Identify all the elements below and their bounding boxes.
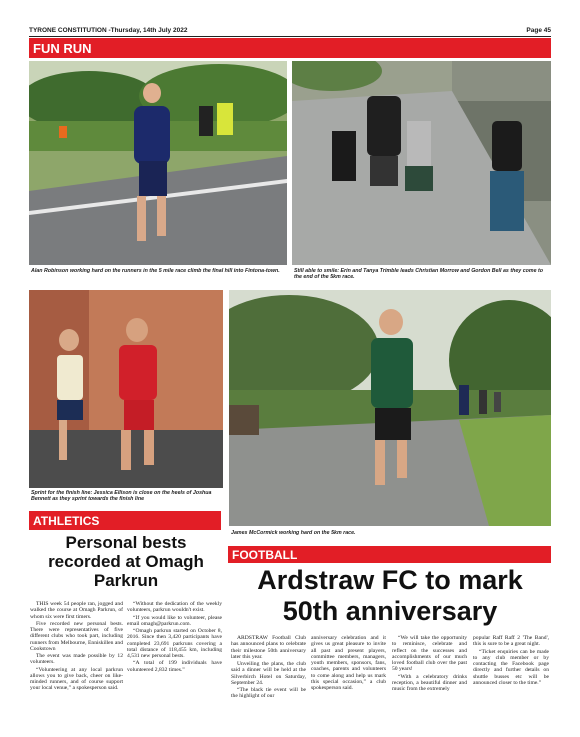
athletics-column-2 [127, 601, 222, 674]
athletics-paragraph: “If you would like to volunteer, please email omagh@parkrun.com. [127, 614, 222, 627]
football-paragraph: “We will take the opportunity to reminisce, celebrate and reflect on the successes and accomplishments of our much loved football club over the past 50 years! [392, 635, 467, 673]
football-column-2 [311, 635, 386, 692]
masthead [29, 24, 551, 36]
football-paragraph: ARDSTRAW Football Club has announced plans to celebrate their milestone 50th anniversary later this year. [231, 635, 306, 660]
football-column-3 [392, 635, 467, 693]
masthead-publication-date: TYRONE CONSTITUTION -Thursday, 14th July 2022 [29, 27, 188, 34]
athletics-section-band [29, 511, 221, 530]
football-paragraph: “With a celebratory drinks reception, a beautiful dinner and music from the extremely [392, 673, 467, 692]
athletics-paragraph: “A total of 199 individuals have volunteered 2,832 times.” [127, 660, 222, 673]
football-column-1 [231, 635, 306, 701]
athletics-paragraph: The event was made possible by 12 volunteers. [30, 653, 123, 666]
football-paragraph: “Ticket enquiries can be made to any club member or by contacting the Facebook page directly and further details on shuttle busses etc will be announced closer to the time.” [473, 648, 549, 686]
athletics-paragraph: THIS week 54 people ran, jogged and walked the course at Omagh Parkrun, of whom six were first timers. [30, 601, 123, 620]
football-section-label: FOOTBALL [232, 548, 298, 562]
athletics-paragraph: “Omagh parkrun started on October 8, 2016. Since then 3,420 participants have completed 23,691 parkruns covering a total distance of 118,455 km, including 4,531 new personal bests. [127, 628, 222, 659]
fun-run-section-band [29, 38, 551, 58]
masthead-page-number: Page 45 [526, 27, 551, 34]
athletics-paragraph: “Volunteering at any local parkrun allows you to give back, cheer on like-minded runners, and of course support your local venue,” a spokesperson said. [30, 666, 123, 692]
athletics-section-label: ATHLETICS [33, 514, 100, 528]
football-paragraph: “The black tie event will be the highlight of our [231, 687, 306, 700]
athletics-paragraph: Five recorded new personal bests. There were representatives of five different clubs who took part, including runners from Melbourne, Enniskillen and Cookstown [30, 620, 123, 652]
masthead-rule [29, 36, 551, 37]
athletics-column-1 [30, 601, 123, 693]
athletics-paragraph: “Without the dedication of the weekly volunteers, parkrun wouldn't exist. [127, 601, 222, 614]
caption-photo-3: Sprint for the finish line: Jessica Ellison is close on the heels of Joshua Bennett as they sprint towards the finish line [31, 490, 212, 502]
photo-james-mccormick [229, 290, 551, 526]
caption-photo-4: James McCormick working hard on the 5km race. [231, 530, 356, 536]
caption-photo-2: Still able to smile: Erin and Tanya Trimble leads Christian Morrow and Gordon Bell as they come to the end of the 5km race. [294, 268, 544, 280]
photo-alan-robinson-hill [29, 61, 287, 265]
photo-erin-tanya-trimble [292, 61, 551, 265]
football-paragraph: anniversary celebration and it gives us great pleasure to invite all past and present players, committee members, managers, youth members, sponsors, fans, coaches, parents and volunteers to come along and help us mark this special occasion,” a club spokesperson said. [311, 635, 386, 691]
football-paragraph: popular Raff Raff 2 'The Band', this is sure to be a great night. [473, 635, 549, 648]
athletics-headline: Personal bests recorded at Omagh Parkrun [48, 533, 204, 590]
caption-photo-1: Alan Robinson working hard on the runners in the 5 mile race climb the final hill into Fintona-town. [31, 268, 280, 274]
photo-sprint-finish-line [29, 290, 223, 488]
football-paragraph: Unveiling the plans, the club said a dinner will be held at the Silverbirch Hotel on Saturday, September 24. [231, 661, 306, 686]
football-headline: Ardstraw FC to mark 50th anniversary [257, 565, 523, 626]
football-section-band [228, 546, 551, 563]
football-column-4 [473, 635, 549, 687]
fun-run-section-label: FUN RUN [33, 41, 92, 56]
